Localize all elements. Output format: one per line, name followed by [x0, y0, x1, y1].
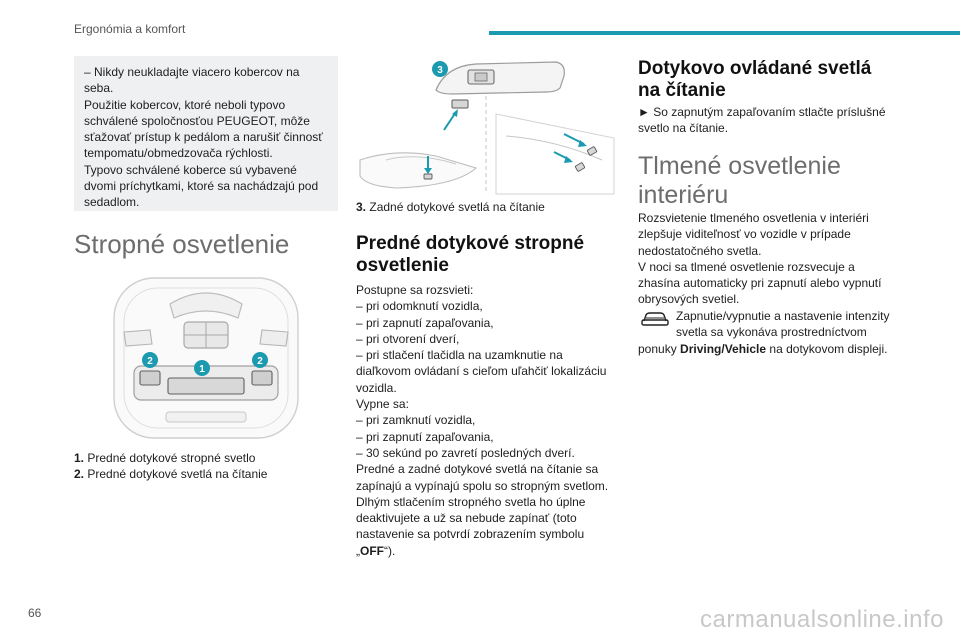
body-line: – pri zapnutí zapaľovania,	[356, 315, 494, 330]
body-line: – pri stlačení tlačidla na uzamknutie na	[356, 348, 563, 363]
note-line: tempomatu/obmedzovača rýchlosti.	[84, 146, 273, 161]
body-line: Vypne sa:	[356, 397, 409, 412]
body-line: – pri zapnutí zapaľovania,	[356, 429, 494, 444]
note-box	[74, 56, 338, 211]
quote-close: “).	[384, 543, 396, 558]
section-heading-touch-reading-lights	[638, 58, 900, 102]
header-accent-rule	[489, 31, 960, 35]
heading-line: interiéru	[638, 181, 729, 209]
heading-line: Tlmené osvetlenie	[638, 152, 841, 180]
body-line: nedostatočného svetla.	[638, 243, 762, 258]
instruction-line: svetlo na čítanie.	[638, 121, 729, 136]
heading-line: Predné dotykové stropné	[356, 233, 585, 254]
caption-item	[74, 450, 344, 466]
body-line: zapínajú a vypínajú spolu so stropným svetlom.	[356, 478, 609, 493]
heading-line: na čítanie	[638, 80, 726, 101]
page-number: 66	[28, 606, 42, 620]
body-line: vozidla.	[356, 380, 397, 395]
text-suffix: na dotykovom displeji.	[766, 341, 888, 356]
front-ceiling-light-body	[356, 282, 620, 559]
note-line: schválené spoločnosťou PEUGEOT, môže	[84, 113, 310, 128]
callout-1: 1	[199, 364, 205, 375]
body-line-last	[356, 543, 620, 559]
ambient-lighting-settings	[638, 308, 902, 357]
heading-line: osvetlenie	[356, 255, 449, 276]
note-line: sedadlom.	[84, 195, 140, 210]
body-line: obrysových svetiel.	[638, 292, 740, 307]
rear-reading-lights-illustration	[356, 56, 618, 196]
body-line: diaľkovom ovládaní s cieľom uľahčiť lokalizáciu	[356, 364, 607, 379]
running-head: Ergonómia a komfort	[74, 22, 186, 36]
off-symbol-text: OFF	[360, 543, 384, 558]
figure-caption-rear	[356, 199, 618, 215]
body-line	[638, 341, 902, 357]
body-line: – pri otvorení dverí,	[356, 331, 460, 346]
section-heading-front-ceiling-light	[356, 233, 618, 277]
note-line: Typovo schválené koberce sú vybavené	[84, 162, 297, 177]
menu-name: Driving/Vehicle	[680, 341, 767, 356]
body-line: zlepšuje viditeľnosť vo vozidle v prípade	[638, 227, 851, 242]
ceiling-light-illustration	[110, 274, 302, 442]
body-line: – 30 sekúnd po zavretí posledných dverí.	[356, 445, 575, 460]
body-line: Predné a zadné dotykové svetlá na čítanie sa	[356, 462, 599, 477]
body-line: – pri odomknutí vozidla,	[356, 299, 483, 314]
body-line: deaktivujete a už sa nebude zapínať (toto	[356, 511, 577, 526]
body-line: Rozsvietenie tlmeného osvetlenia v interiéri	[638, 211, 869, 225]
caption-text: Predné dotykové stropné svetlo	[87, 451, 256, 465]
text-prefix: ponuky	[638, 341, 681, 356]
ambient-lighting-body	[638, 210, 900, 308]
body-line: Zapnutie/vypnutie a nastavenie intenzity	[676, 309, 890, 323]
note-line: Použitie kobercov, ktoré neboli typovo	[84, 97, 286, 112]
caption-number: 2.	[74, 467, 85, 482]
body-line: Dlhým stlačením stropného svetla ho úplne	[356, 494, 586, 509]
caption-item	[74, 466, 344, 482]
body-line: svetla sa vykonáva prostredníctvom	[676, 325, 867, 340]
watermark: carmanualsonline.info	[700, 606, 944, 633]
caption-text: Zadné dotykové svetlá na čítanie	[369, 200, 545, 214]
quote-open: „	[356, 543, 360, 558]
body-line: – pri zamknutí vozidla,	[356, 413, 476, 428]
body-line: nastavenie sa potvrdí zobrazením symbolu	[356, 527, 585, 542]
instruction-line: ► So zapnutým zapaľovaním stlačte príslušné	[638, 105, 886, 119]
note-line: dvomi príchytkami, ktoré sa nachádzajú pod	[84, 179, 319, 194]
caption-number: 1.	[74, 451, 85, 465]
section-heading-ambient-lighting	[638, 152, 900, 210]
callout-3: 3	[437, 65, 443, 76]
body-line: zhasína automaticky pri zapnutí alebo vypnutí	[638, 276, 882, 291]
callout-2-right: 2	[257, 356, 263, 367]
figure-caption-list	[74, 450, 344, 483]
touch-reading-lights-body	[638, 104, 900, 137]
note-line: sťažovať prístup k pedálom a narušiť činnosť	[84, 130, 323, 145]
section-heading-ceiling-light: Stropné osvetlenie	[74, 229, 290, 259]
caption-number: 3.	[356, 200, 367, 214]
note-line: seba.	[84, 81, 114, 96]
callout-2-left: 2	[147, 356, 153, 367]
heading-line: Dotykovo ovládané svetlá	[638, 58, 872, 79]
note-line: – Nikdy neukladajte viacero kobercov na	[84, 65, 300, 79]
body-line: Postupne sa rozsvieti:	[356, 283, 474, 297]
body-line: V noci sa tlmené osvetlenie rozsvecuje a	[638, 259, 855, 274]
caption-text: Predné dotykové svetlá na čítanie	[87, 467, 268, 482]
